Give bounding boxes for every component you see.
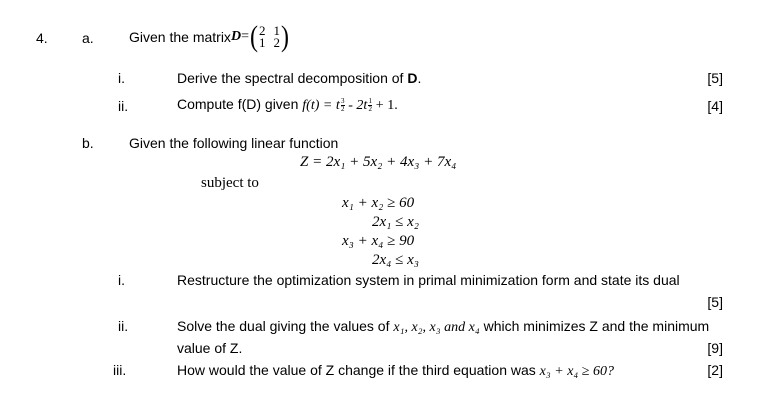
matrix-left-paren: (: [249, 20, 258, 53]
part-a-ii-mid: - 2t: [344, 98, 368, 113]
part-a-i-label: i.: [118, 70, 125, 86]
matrix-cell: 2: [273, 35, 280, 50]
part-a-i-bold: D: [407, 70, 418, 86]
part-a-stem-text: Given the matrix: [129, 29, 231, 45]
part-b-ii-suffix: which minimizes Z and the minimum: [479, 318, 710, 334]
matrix-d: [259, 25, 280, 49]
matrix-cell: 1: [258, 35, 266, 50]
matrix-cell: 2: [258, 23, 266, 38]
part-b-ii-label: ii.: [118, 318, 129, 334]
part-a-i-prefix: Derive the spectral decomposition of: [177, 70, 408, 86]
exp2-den: 2: [368, 105, 373, 114]
part-b-iii-math: x₃ + x₄ ≥ 60?: [539, 364, 614, 379]
part-b-ii-math: x₁, x₂, x₃ and x₄: [393, 320, 480, 335]
part-b-iii-prefix: How would the value of Z change if the third equation was: [177, 362, 540, 378]
part-b-i-label: i.: [118, 272, 125, 288]
part-b-i-marks: [5]: [707, 294, 723, 310]
constraint-1: x₁ + x₂ ≥ 60: [342, 195, 415, 211]
part-a-ii-prefix: Compute f(D) given: [177, 96, 303, 112]
part-a-label: a.: [82, 30, 94, 46]
part-a-ii-end: + 1.: [372, 98, 398, 113]
question-number: 4.: [36, 30, 48, 46]
constraint-3: x₃ + x₄ ≥ 90: [342, 233, 415, 249]
part-a-ii-label: ii.: [118, 98, 129, 114]
part-b-ii-prefix: Solve the dual giving the values of: [177, 318, 394, 334]
part-a-i-text: [177, 70, 421, 86]
part-a-i-suffix: .: [417, 70, 422, 86]
part-b-iii-label: iii.: [113, 362, 127, 378]
exp2-num: 1: [368, 97, 373, 106]
part-a-ii-marks: [4]: [707, 98, 723, 114]
part-b-ii-text: [177, 318, 709, 336]
constraint-4: 2x₄ ≤ x₃: [372, 252, 419, 268]
part-b-iii-text: [177, 362, 614, 380]
matrix-name: D: [230, 29, 242, 44]
part-b-i-text: Restructure the optimization system in primal minimization form and state its dual: [177, 272, 680, 288]
constraint-2: 2x₁ ≤ x₂: [372, 214, 419, 230]
part-a-i-marks: [5]: [707, 70, 723, 86]
part-b-iii-marks: [2]: [707, 362, 723, 378]
part-a-ii-text: [177, 96, 398, 114]
exp1-den: 2: [340, 105, 345, 114]
exp1-num: 3: [340, 97, 345, 106]
matrix-cell: 1: [273, 23, 280, 38]
part-b-label: b.: [82, 135, 94, 151]
objective-function: Z = 2x₁ + 5x₂ + 4x₃ + 7x₄: [300, 154, 457, 170]
subject-to: subject to: [201, 175, 259, 191]
part-b-stem: Given the following linear function: [129, 135, 339, 151]
matrix-right-paren: ): [280, 20, 289, 53]
part-b-ii-line2: value of Z.: [177, 340, 243, 356]
part-a-ii-formula: f(t) = t: [302, 98, 340, 113]
matrix-equals: =: [241, 29, 249, 44]
part-a-stem: [129, 20, 290, 54]
part-b-ii-marks: [9]: [707, 340, 723, 356]
